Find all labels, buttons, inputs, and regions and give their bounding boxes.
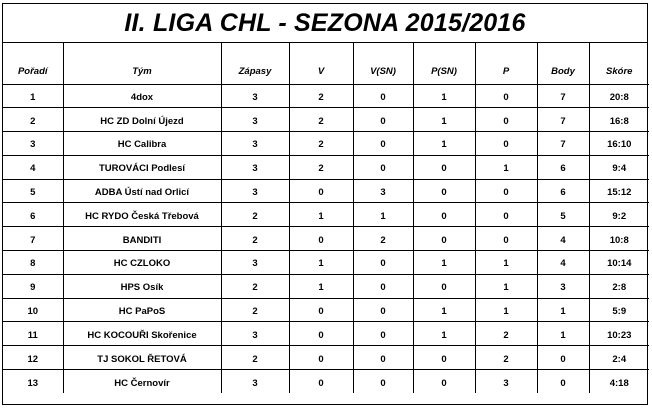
wins-so-cell: 0 <box>353 84 413 108</box>
losses-so-cell: 1 <box>413 108 475 132</box>
table-row <box>3 108 649 132</box>
team-cell: HC ZD Dolní Újezd <box>63 108 221 132</box>
header-wins-so: V(SN) <box>353 43 413 84</box>
rank-cell: 3 <box>3 132 63 156</box>
table-row <box>3 346 649 370</box>
losses-cell: 3 <box>475 370 537 394</box>
wins-cell: 0 <box>289 346 353 370</box>
wins-cell: 2 <box>289 84 353 108</box>
points-cell: 5 <box>537 203 589 227</box>
points-cell: 1 <box>537 322 589 346</box>
rank-cell: 8 <box>3 251 63 275</box>
header-row <box>3 43 649 84</box>
games-cell: 2 <box>221 274 289 298</box>
score-cell: 2:4 <box>589 346 649 370</box>
games-cell: 2 <box>221 227 289 251</box>
games-cell: 3 <box>221 179 289 203</box>
team-cell: TJ SOKOL ŘETOVÁ <box>63 346 221 370</box>
team-cell: HC RYDO Česká Třebová <box>63 203 221 227</box>
team-cell: TUROVÁCI Podlesí <box>63 155 221 179</box>
rank-cell: 4 <box>3 155 63 179</box>
points-cell: 0 <box>537 370 589 394</box>
team-cell: HC Černovír <box>63 370 221 394</box>
wins-so-cell: 0 <box>353 274 413 298</box>
points-cell: 4 <box>537 251 589 275</box>
games-cell: 3 <box>221 155 289 179</box>
score-cell: 10:8 <box>589 227 649 251</box>
score-cell: 4:18 <box>589 370 649 394</box>
wins-cell: 0 <box>289 298 353 322</box>
team-cell: HC Calibra <box>63 132 221 156</box>
wins-cell: 0 <box>289 179 353 203</box>
losses-so-cell: 1 <box>413 251 475 275</box>
losses-so-cell: 1 <box>413 132 475 156</box>
losses-so-cell: 0 <box>413 274 475 298</box>
team-cell: HPS Osík <box>63 274 221 298</box>
header-games: Zápasy <box>221 43 289 84</box>
losses-cell: 2 <box>475 322 537 346</box>
wins-so-cell: 0 <box>353 155 413 179</box>
losses-so-cell: 1 <box>413 84 475 108</box>
rank-cell: 12 <box>3 346 63 370</box>
table-row <box>3 251 649 275</box>
losses-so-cell: 0 <box>413 203 475 227</box>
standings-sheet <box>2 3 648 405</box>
losses-cell: 1 <box>475 274 537 298</box>
wins-so-cell: 3 <box>353 179 413 203</box>
table-row <box>3 298 649 322</box>
points-cell: 7 <box>537 108 589 132</box>
score-cell: 9:2 <box>589 203 649 227</box>
losses-cell: 0 <box>475 108 537 132</box>
rank-cell: 7 <box>3 227 63 251</box>
wins-cell: 2 <box>289 108 353 132</box>
header-points: Body <box>537 43 589 84</box>
games-cell: 3 <box>221 251 289 275</box>
table-row <box>3 155 649 179</box>
wins-cell: 0 <box>289 227 353 251</box>
rank-cell: 2 <box>3 108 63 132</box>
team-cell: 4dox <box>63 84 221 108</box>
losses-cell: 1 <box>475 251 537 275</box>
table-row <box>3 179 649 203</box>
team-cell: BANDITI <box>63 227 221 251</box>
games-cell: 2 <box>221 298 289 322</box>
rank-cell: 6 <box>3 203 63 227</box>
losses-so-cell: 0 <box>413 179 475 203</box>
games-cell: 3 <box>221 132 289 156</box>
points-cell: 6 <box>537 155 589 179</box>
header-wins: V <box>289 43 353 84</box>
header-team: Tým <box>63 43 221 84</box>
standings-table <box>3 43 649 393</box>
wins-so-cell: 2 <box>353 227 413 251</box>
losses-so-cell: 1 <box>413 322 475 346</box>
rank-cell: 13 <box>27 377 39 389</box>
games-cell: 3 <box>221 84 289 108</box>
table-row <box>3 132 649 156</box>
table-row <box>3 203 649 227</box>
table-row <box>3 84 649 108</box>
losses-cell: 1 <box>475 298 537 322</box>
header-rank: Pořadí <box>3 43 63 84</box>
rank-cell: 11 <box>3 322 63 346</box>
score-cell: 5:9 <box>589 298 649 322</box>
wins-so-cell: 0 <box>353 251 413 275</box>
points-cell: 4 <box>537 227 589 251</box>
games-cell: 2 <box>221 203 289 227</box>
team-cell: HC CZLOKO <box>63 251 221 275</box>
points-cell: 0 <box>537 346 589 370</box>
losses-so-cell: 0 <box>413 155 475 179</box>
table-row <box>3 322 649 346</box>
losses-cell: 0 <box>475 132 537 156</box>
wins-cell: 2 <box>289 132 353 156</box>
losses-cell: 2 <box>475 346 537 370</box>
score-cell: 16:10 <box>589 132 649 156</box>
losses-cell: 0 <box>475 203 537 227</box>
losses-so-cell: 0 <box>413 227 475 251</box>
losses-cell: 0 <box>475 179 537 203</box>
team-cell: HC PaPoS <box>63 298 221 322</box>
rank-cell: 1 <box>3 84 63 108</box>
score-cell: 16:8 <box>589 108 649 132</box>
score-cell: 20:8 <box>589 84 649 108</box>
losses-cell: 1 <box>475 155 537 179</box>
wins-so-cell: 0 <box>353 322 413 346</box>
wins-cell: 0 <box>289 370 353 394</box>
wins-so-cell: 1 <box>353 203 413 227</box>
wins-so-cell: 0 <box>353 132 413 156</box>
wins-cell: 1 <box>289 274 353 298</box>
wins-so-cell: 0 <box>353 298 413 322</box>
rank-cell: 9 <box>3 274 63 298</box>
header-score: Skóre <box>589 43 649 84</box>
score-cell: 15:12 <box>589 179 649 203</box>
score-cell: 10:14 <box>589 251 649 275</box>
wins-so-cell: 0 <box>353 370 413 394</box>
team-cell: ADBA Ústí nad Orlicí <box>63 179 221 203</box>
table-row <box>3 227 649 251</box>
points-cell: 7 <box>537 84 589 108</box>
page-title: II. LIGA CHL - SEZONA 2015/2016 <box>3 4 647 43</box>
losses-so-cell: 0 <box>413 370 475 394</box>
points-cell: 6 <box>537 179 589 203</box>
header-losses-so: P(SN) <box>413 43 475 84</box>
rank-cell: 10 <box>3 298 63 322</box>
wins-so-cell: 0 <box>353 346 413 370</box>
score-cell: 9:4 <box>589 155 649 179</box>
points-cell: 1 <box>537 298 589 322</box>
table-row <box>3 370 649 394</box>
points-cell: 7 <box>537 132 589 156</box>
losses-so-cell: 0 <box>413 346 475 370</box>
team-cell: HC KOCOUŘI Skořenice <box>63 322 221 346</box>
wins-cell: 1 <box>289 203 353 227</box>
rank-cell: 5 <box>3 179 63 203</box>
wins-cell: 1 <box>289 251 353 275</box>
losses-so-cell: 1 <box>413 298 475 322</box>
games-cell: 3 <box>221 322 289 346</box>
losses-cell: 0 <box>475 227 537 251</box>
games-cell: 2 <box>221 346 289 370</box>
wins-cell: 0 <box>289 322 353 346</box>
score-cell: 10:23 <box>589 322 649 346</box>
games-cell: 3 <box>221 370 289 394</box>
losses-cell: 0 <box>475 84 537 108</box>
header-losses: P <box>475 43 537 84</box>
wins-so-cell: 0 <box>353 108 413 132</box>
games-cell: 3 <box>221 108 289 132</box>
table-row <box>3 274 649 298</box>
points-cell: 3 <box>537 274 589 298</box>
wins-cell: 2 <box>289 155 353 179</box>
score-cell: 2:8 <box>589 274 649 298</box>
